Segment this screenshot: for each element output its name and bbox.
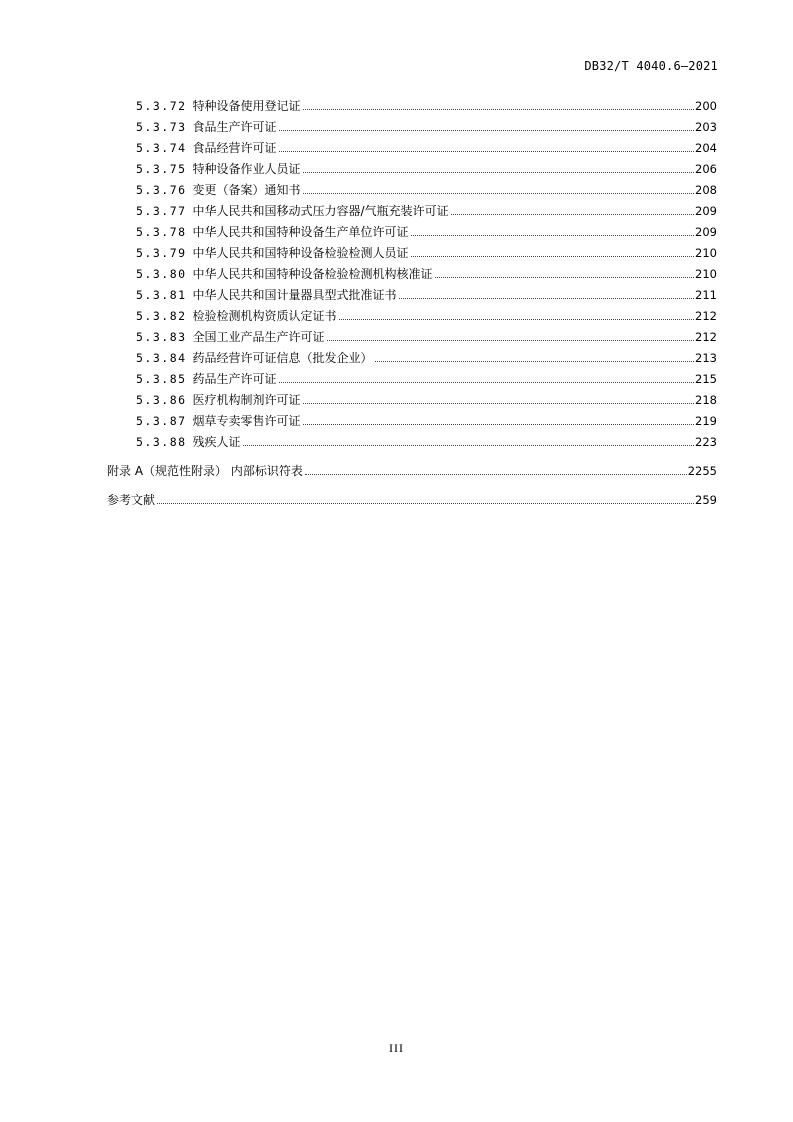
toc-entry-page: 219 xyxy=(695,414,717,428)
toc-entry-title: 烟草专卖零售许可证 xyxy=(192,414,301,428)
table-of-contents xyxy=(107,96,717,512)
toc-leader-dots xyxy=(451,213,694,215)
toc-entry-title: 中华人民共和国计量器具型式批准证书 xyxy=(192,288,397,302)
toc-entry-title: 残疾人证 xyxy=(192,435,241,449)
toc-entry-number: 5.3.73 xyxy=(136,120,187,134)
toc-entry-title: 变更（备案）通知书 xyxy=(192,183,301,197)
toc-leader-dots xyxy=(279,150,694,152)
toc-entry-page: 209 xyxy=(695,225,717,239)
toc-entry-page: 215 xyxy=(695,372,717,386)
toc-entry-page: 203 xyxy=(695,120,717,134)
toc-entry-number: 5.3.86 xyxy=(136,393,187,407)
toc-entry-page: 2255 xyxy=(687,464,717,478)
toc-entry-number: 5.3.80 xyxy=(136,267,187,281)
toc-leader-dots xyxy=(303,192,694,194)
toc-leader-dots xyxy=(305,473,687,475)
toc-leader-dots xyxy=(411,255,694,257)
toc-entry-title: 中华人民共和国特种设备生产单位许可证 xyxy=(192,225,409,239)
toc-entry-title: 食品经营许可证 xyxy=(192,141,277,155)
toc-leader-dots xyxy=(303,171,694,173)
toc-entry-title: 中华人民共和国特种设备检验检测人员证 xyxy=(192,246,409,260)
toc-entry[interactable] xyxy=(107,159,717,180)
toc-leader-dots xyxy=(279,381,694,383)
toc-entry-page: 212 xyxy=(695,330,717,344)
toc-leader-dots xyxy=(435,276,694,278)
toc-entry-title: 参考文献 xyxy=(107,493,156,507)
toc-entry[interactable] xyxy=(107,411,717,432)
toc-entry-title: 特种设备作业人员证 xyxy=(192,162,301,176)
toc-entry-number: 5.3.81 xyxy=(136,288,187,302)
toc-entry[interactable] xyxy=(107,390,717,411)
toc-entry-page: 211 xyxy=(695,288,717,302)
toc-leader-dots xyxy=(399,297,694,299)
toc-entry-title: 食品生产许可证 xyxy=(192,120,277,134)
toc-entry[interactable] xyxy=(107,432,717,453)
toc-leader-dots xyxy=(327,339,694,341)
toc-leader-dots xyxy=(375,360,694,362)
toc-leader-dots xyxy=(243,444,694,446)
toc-entry-page: 204 xyxy=(695,141,717,155)
toc-entry-number: 5.3.84 xyxy=(136,351,187,365)
toc-entry-page: 208 xyxy=(695,183,717,197)
toc-entry-number: 5.3.77 xyxy=(136,204,187,218)
toc-entry-title: 中华人民共和国移动式压力容器/气瓶充装许可证 xyxy=(192,204,449,218)
toc-entry-page: 206 xyxy=(695,162,717,176)
toc-entry-page: 210 xyxy=(695,267,717,281)
toc-entry-page: 213 xyxy=(695,351,717,365)
document-code: DB32/T 4040.6—2021 xyxy=(584,59,718,73)
toc-entry-title: 全国工业产品生产许可证 xyxy=(192,330,325,344)
toc-entry-number: 5.3.76 xyxy=(136,183,187,197)
toc-entry-page: 223 xyxy=(695,435,717,449)
toc-entry-title: 检验检测机构资质认定证书 xyxy=(192,309,337,323)
toc-entry-page: 209 xyxy=(695,204,717,218)
toc-entry[interactable] xyxy=(107,201,717,222)
toc-entry-title: 药品生产许可证 xyxy=(192,372,277,386)
toc-entry-title: 附录 A（规范性附录） 内部标识符表 xyxy=(107,464,303,478)
toc-leader-dots xyxy=(339,318,694,320)
toc-entry-number: 5.3.74 xyxy=(136,141,187,155)
toc-entry[interactable] xyxy=(107,306,717,327)
toc-entry[interactable] xyxy=(107,348,717,369)
toc-entry[interactable] xyxy=(107,327,717,348)
toc-entry-number: 5.3.85 xyxy=(136,372,187,386)
toc-entry-page: 210 xyxy=(695,246,717,260)
toc-leader-dots xyxy=(157,502,694,504)
toc-entry-appendix-a[interactable] xyxy=(107,461,717,483)
toc-entry[interactable] xyxy=(107,369,717,390)
toc-entry-number: 5.3.87 xyxy=(136,414,187,428)
toc-entry[interactable] xyxy=(107,222,717,243)
toc-entry-number: 5.3.82 xyxy=(136,309,187,323)
toc-entry-references[interactable] xyxy=(107,490,717,512)
toc-entry-title: 医疗机构制剂许可证 xyxy=(192,393,301,407)
toc-entry-number: 5.3.75 xyxy=(136,162,187,176)
toc-leader-dots xyxy=(303,402,694,404)
toc-leader-dots xyxy=(303,108,694,110)
toc-entries xyxy=(107,96,717,453)
toc-entry-title: 药品经营许可证信息（批发企业） xyxy=(192,351,373,365)
toc-entry[interactable] xyxy=(107,243,717,264)
toc-entry-page: 259 xyxy=(695,493,717,507)
toc-entry-number: 5.3.78 xyxy=(136,225,187,239)
toc-entry[interactable] xyxy=(107,264,717,285)
toc-entry-page: 200 xyxy=(695,99,717,113)
toc-entry[interactable] xyxy=(107,285,717,306)
toc-entry[interactable] xyxy=(107,180,717,201)
toc-entry[interactable] xyxy=(107,96,717,117)
toc-entry[interactable] xyxy=(107,117,717,138)
toc-entry[interactable] xyxy=(107,138,717,159)
toc-entry-title: 中华人民共和国特种设备检验检测机构核准证 xyxy=(192,267,433,281)
toc-leader-dots xyxy=(411,234,694,236)
toc-entry-number: 5.3.88 xyxy=(136,435,187,449)
toc-leader-dots xyxy=(279,129,694,131)
toc-entry-title: 特种设备使用登记证 xyxy=(192,99,301,113)
page-number: III xyxy=(389,1041,404,1055)
toc-entry-page: 218 xyxy=(695,393,717,407)
toc-entry-number: 5.3.83 xyxy=(136,330,187,344)
toc-entry-number: 5.3.72 xyxy=(136,99,187,113)
toc-entry-number: 5.3.79 xyxy=(136,246,187,260)
toc-entry-page: 212 xyxy=(695,309,717,323)
toc-leader-dots xyxy=(303,423,694,425)
